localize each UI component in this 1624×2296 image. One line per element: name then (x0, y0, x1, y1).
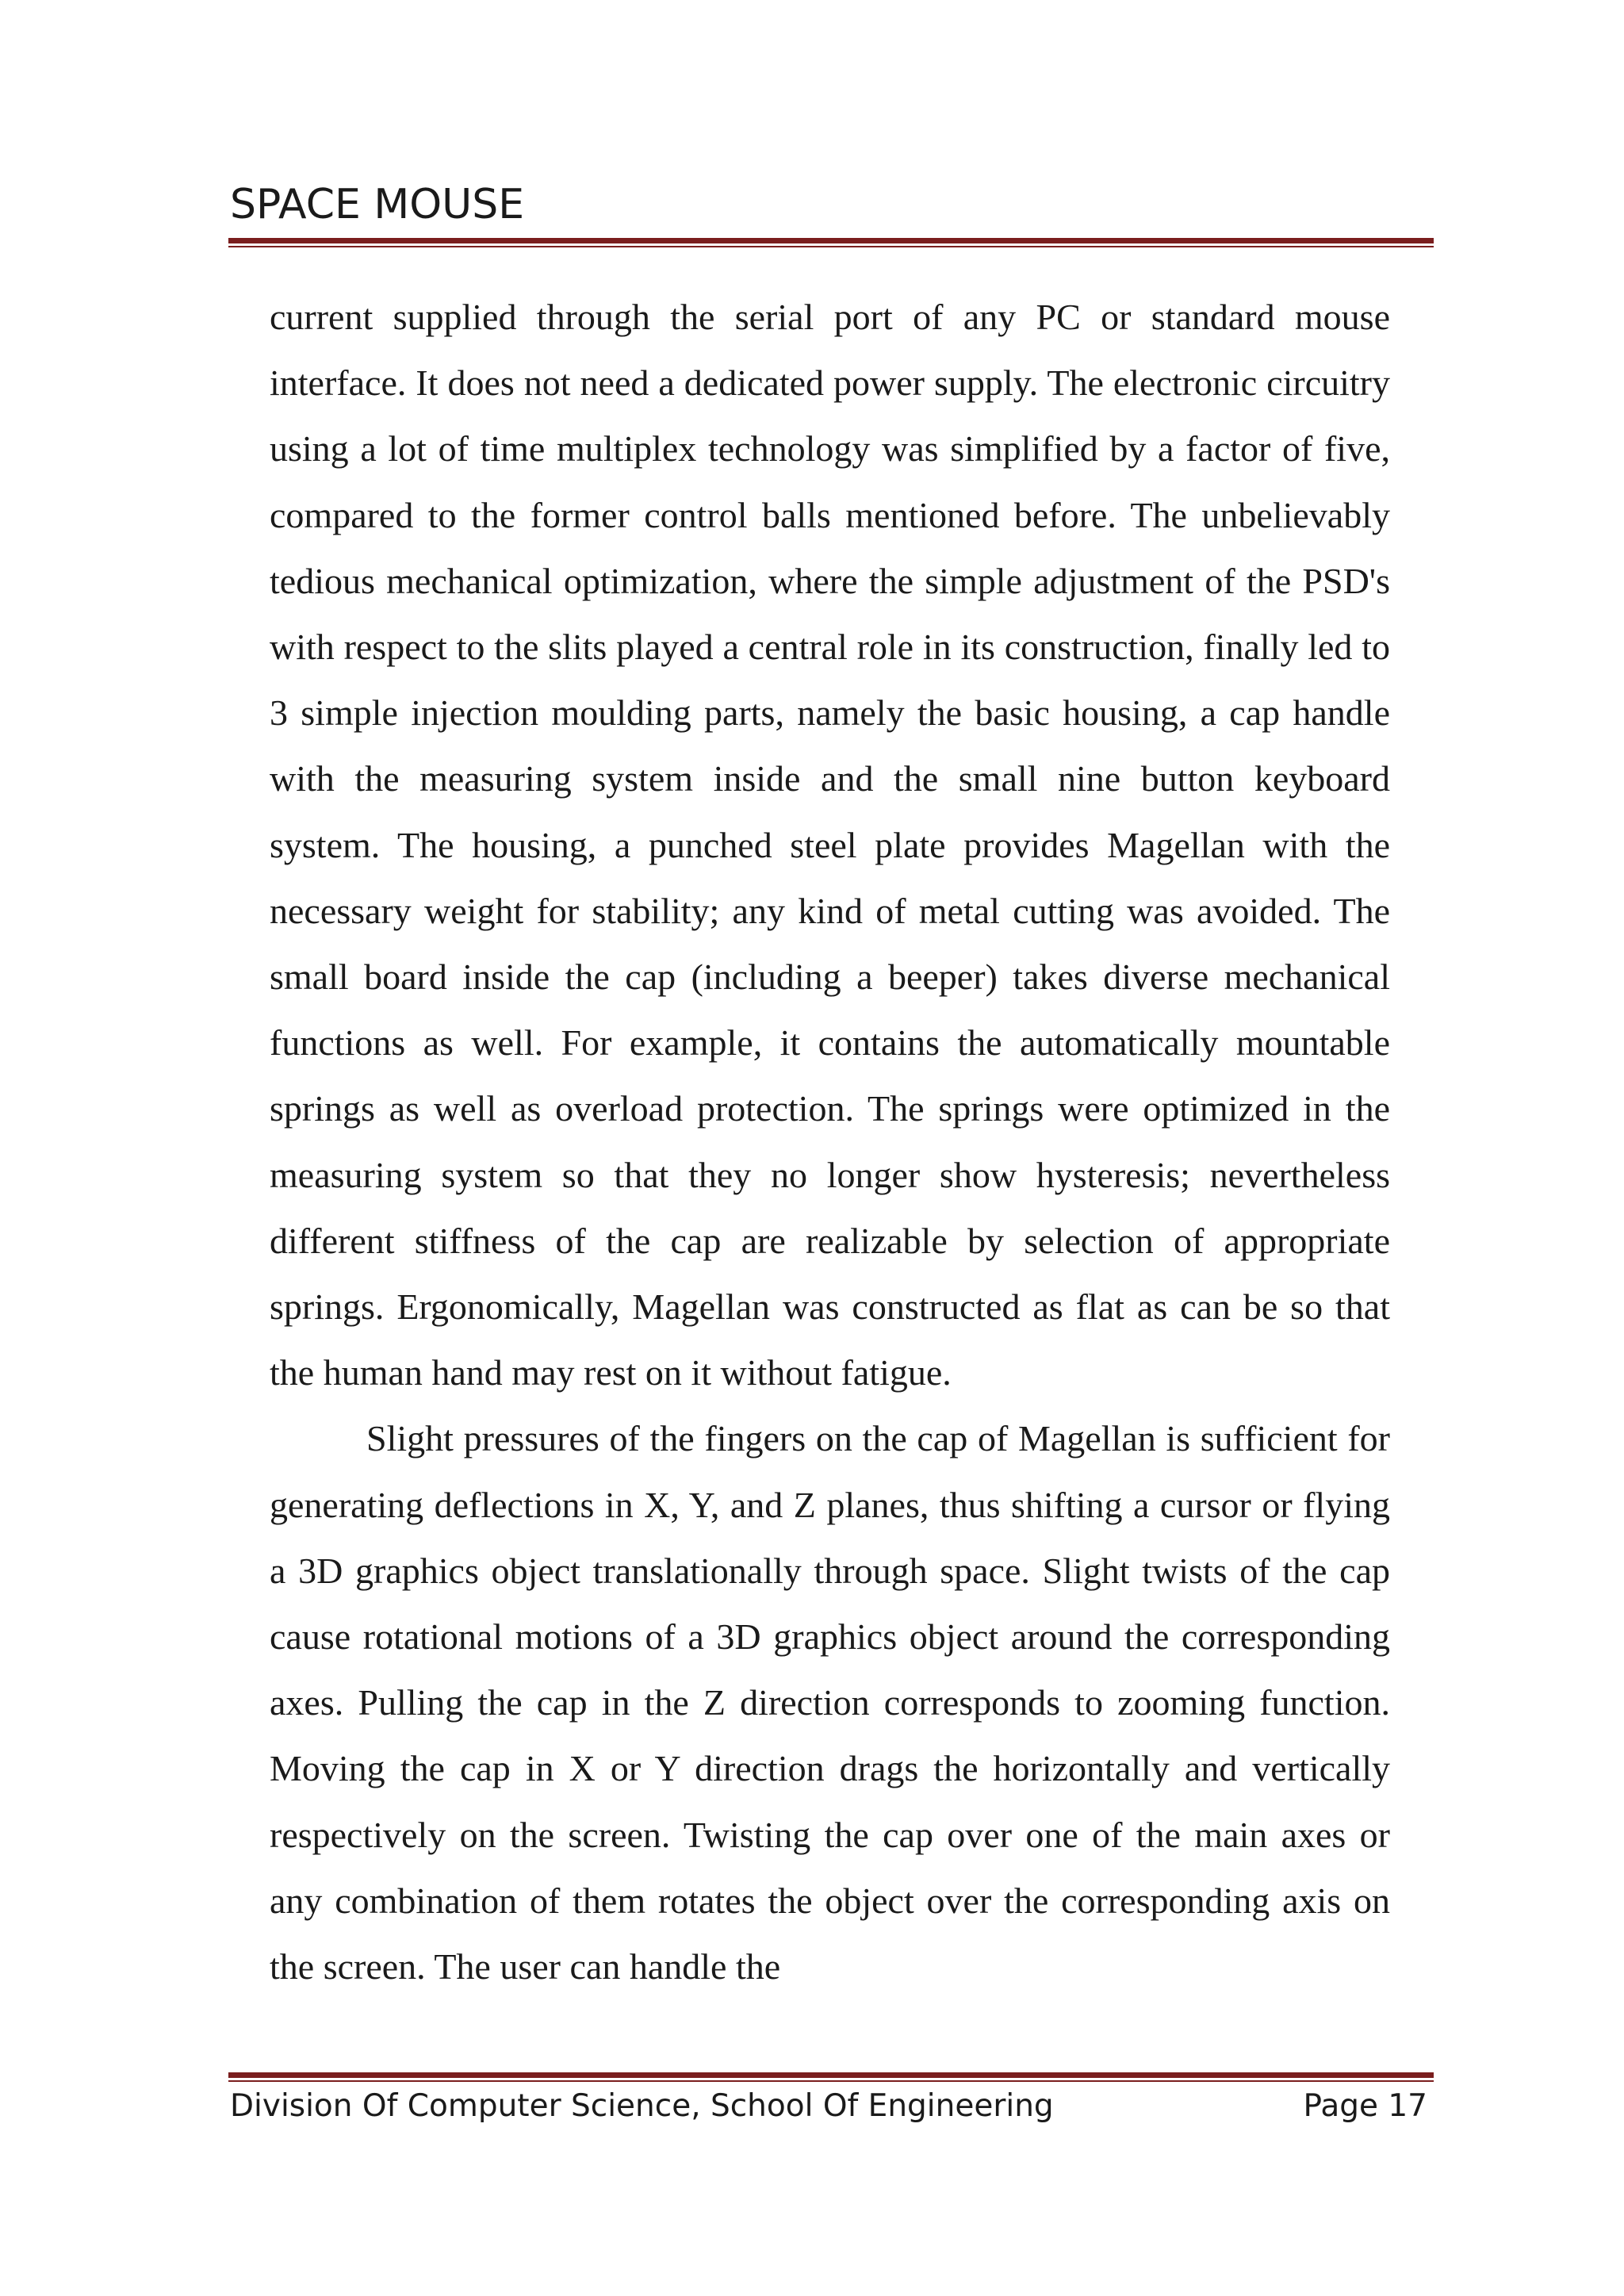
body-text (270, 284, 1390, 1999)
paragraph-2: Slight pressures of the fingers on the cap of Magellan is sufficient for generating deflections in X, Y, and Z planes, thus shifting a cursor or flying a 3D graphics object translationally through space. Slight twists of the cap cause rotational motions of a 3D graphics object around the corresponding axes. Pulling the cap in the Z direction corresponds to zooming function. Moving the cap in X or Y direction drags the horizontally and vertically respectively on the screen. Twisting the cap over one of the main axes or any combination of them rotates the object over the corresponding axis on the screen. The user can handle the (270, 1418, 1390, 1987)
header-rule (228, 238, 1434, 247)
footer-institution: Division Of Computer Science, School Of Engineering (230, 2088, 1054, 2124)
paragraph-1: current supplied through the serial port of any PC or standard mouse interface. It does not need a dedicated power supply. The electronic circuitry using a lot of time multiplex technology was simplified by a factor of five, compared to the former control balls mentioned before. The unbelievably tedious mechanical optimization, where the simple adjustment of the PSD's with respect to the slits played a central role in its construction, finally led to 3 simple injection moulding parts, namely the basic housing, a cap handle with the measuring system inside and the small nine button keyboard system. The housing, a punched steel plate provides Magellan with the necessary weight for stability; any kind of metal cutting was avoided. The small board inside the cap (including a beeper) takes diverse mechanical functions as well. For example, it contains the automatically mountable springs as well as overload protection. The springs were optimized in the measuring system so that they no longer show hysteresis; nevertheless different stiffness of the cap are realizable by selection of appropriate springs. Ergonomically, Magellan was constructed as flat as can be so that the human hand may rest on it without fatigue. (270, 297, 1390, 1393)
footer-rule (228, 2072, 1434, 2082)
footer-page-number: Page 17 (1303, 2088, 1427, 2124)
running-header-title: SPACE MOUSE (230, 181, 525, 228)
